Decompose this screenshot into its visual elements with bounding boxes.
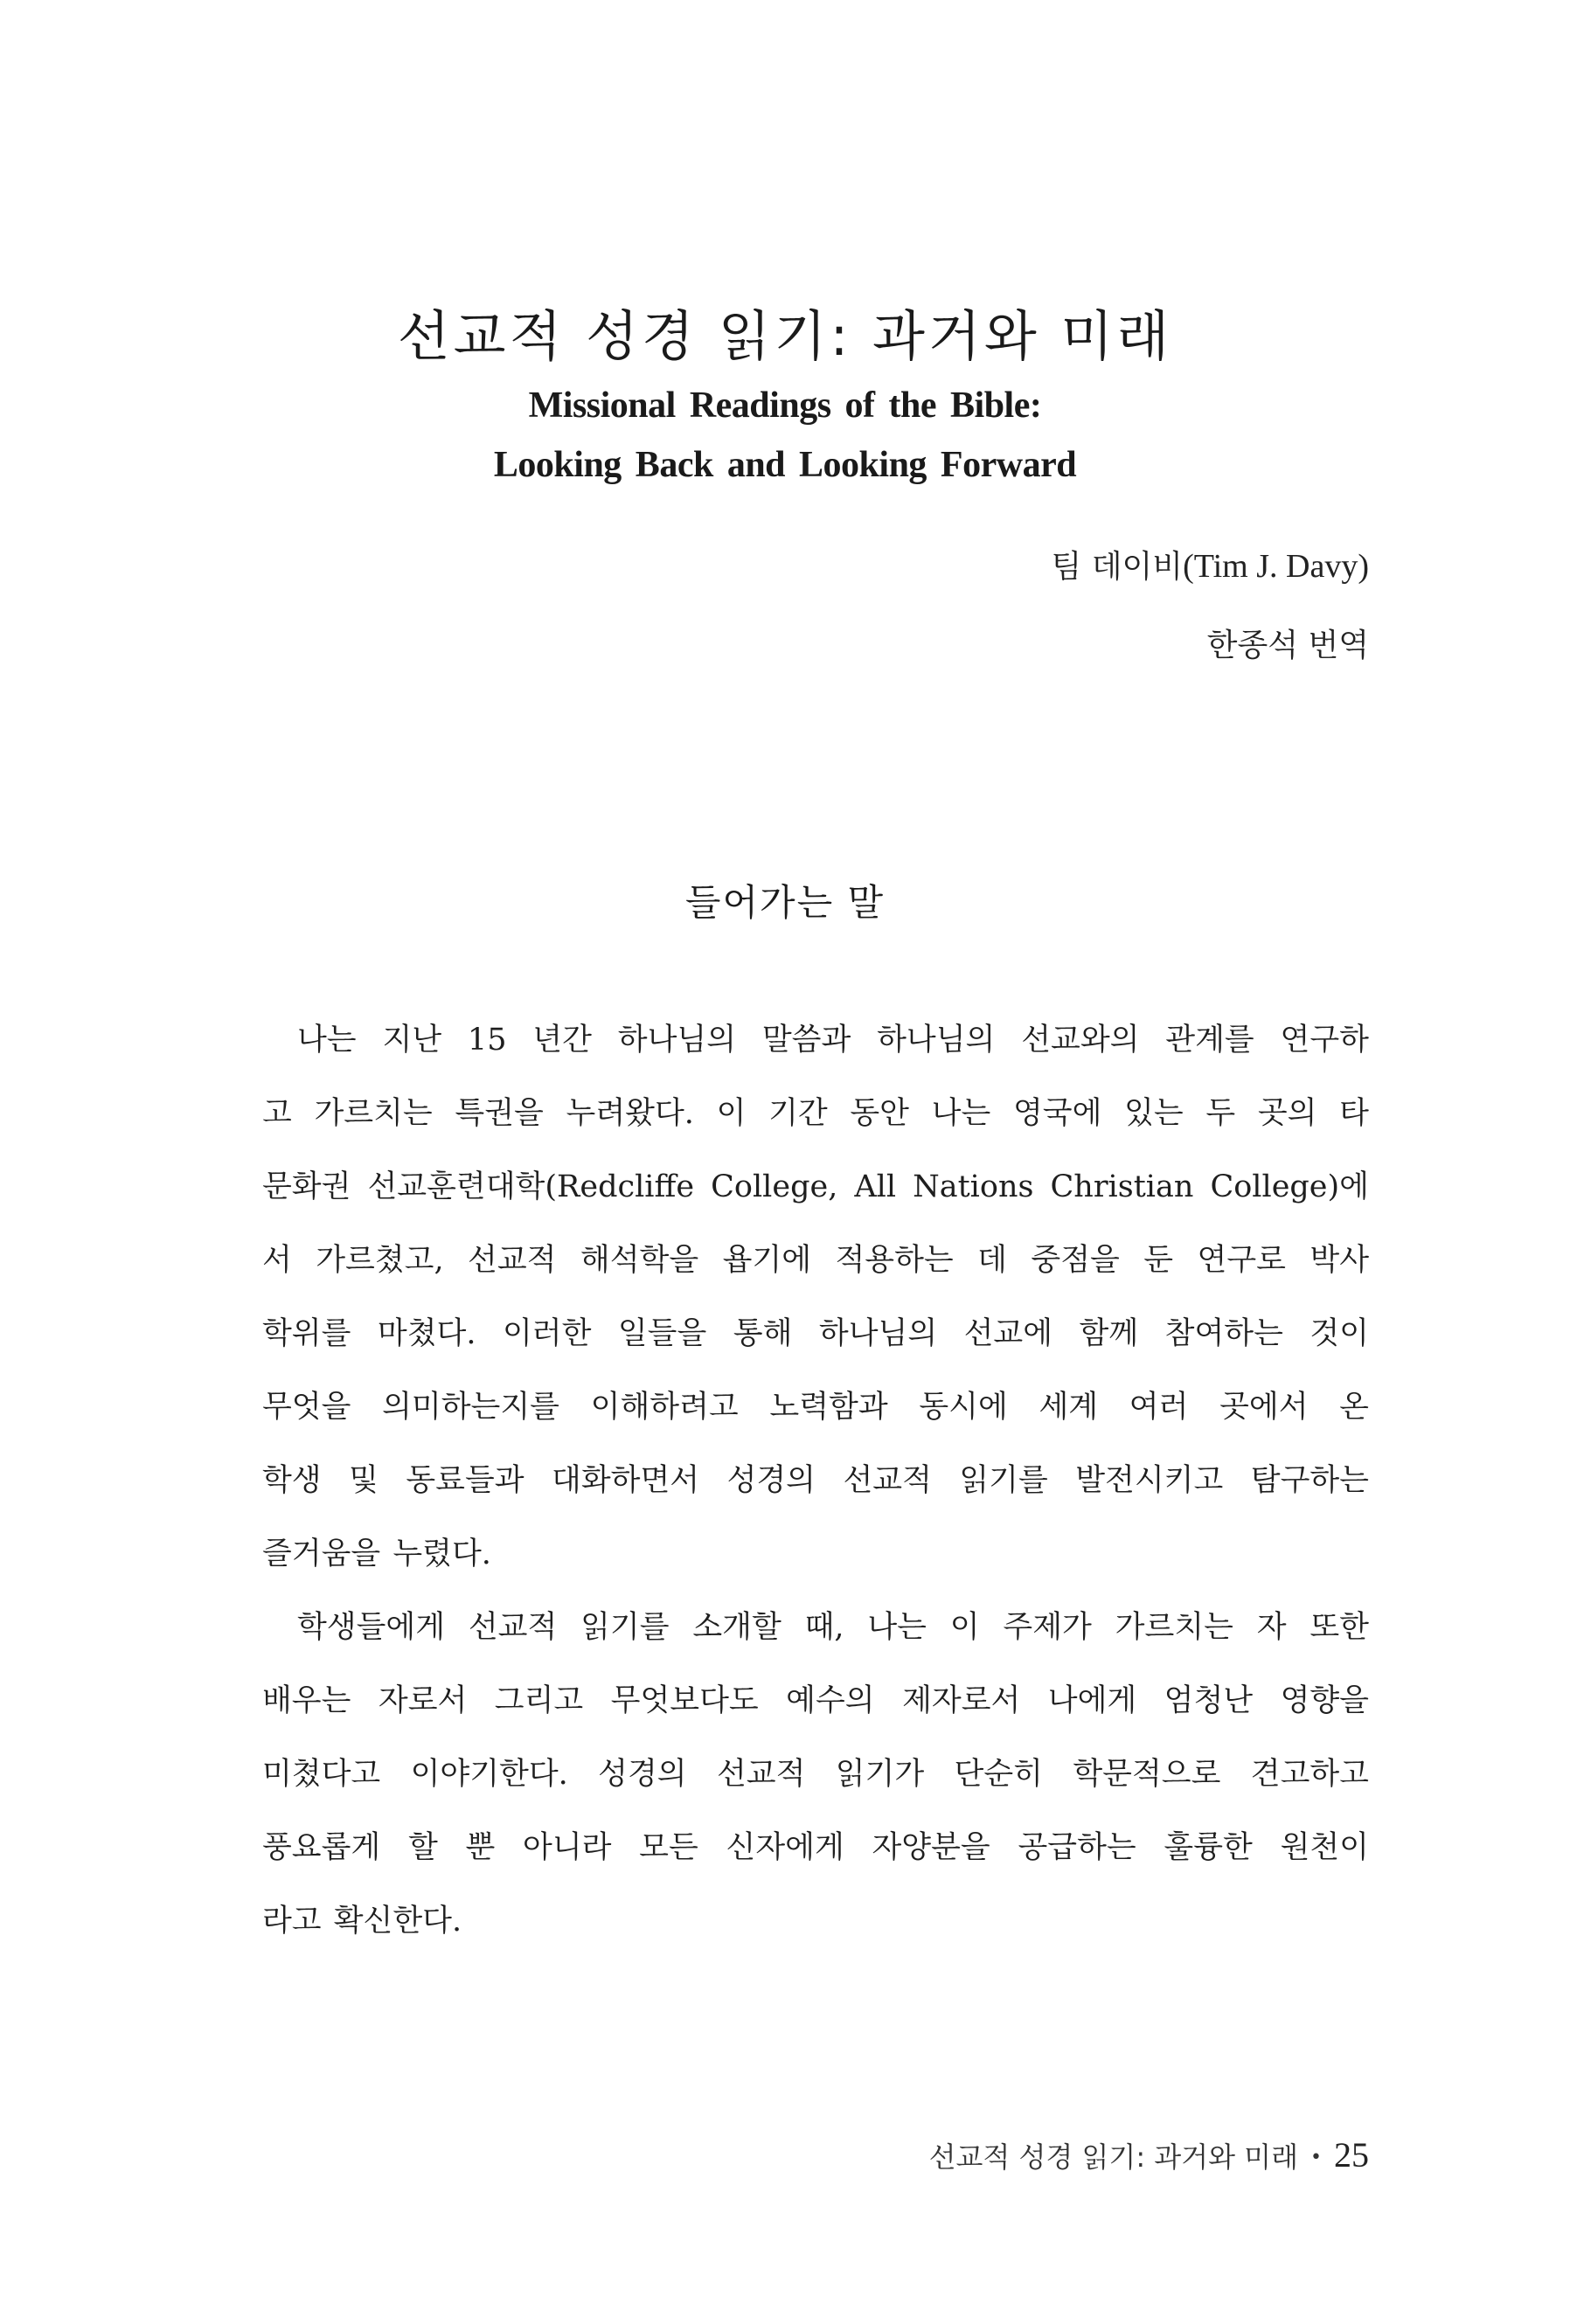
body-paragraph-2 — [262, 1591, 1369, 1958]
text-line: 배우는 자로서 그리고 무엇보다도 예수의 제자로서 나에게 엄청난 영향을 — [262, 1683, 1369, 1718]
text-line: 미쳤다고 이야기한다. 성경의 선교적 읽기가 단순히 학문적으로 견고하고 — [262, 1757, 1369, 1792]
text-line: 학위를 마쳤다. 이러한 일들을 통해 하나님의 선교에 함께 참여하는 것이 — [262, 1316, 1369, 1351]
text-line: 나는 지난 15 년간 하나님의 말씀과 하나님의 선교와의 관계를 연구하 — [297, 1023, 1369, 1058]
page-number: 25 — [1334, 2135, 1369, 2175]
text-line: 풍요롭게 할 뿐 아니라 모든 신자에게 자양분을 공급하는 훌륭한 원천이 — [262, 1830, 1369, 1865]
text-line: 고 가르치는 특권을 누려왔다. 이 기간 동안 나는 영국에 있는 두 곳의 타 — [262, 1096, 1369, 1131]
article-title-english-line-2: Looking Back and Looking Forward — [493, 445, 1077, 485]
text-line: 서 가르쳤고, 선교적 해석학을 욥기에 적용하는 데 중점을 둔 연구로 박사 — [262, 1243, 1369, 1278]
text-line: 무엇을 의미하는지를 이해하려고 노력함과 동시에 세계 여러 곳에서 온 — [262, 1390, 1369, 1425]
section-heading: 들어가는 말 — [684, 881, 886, 924]
translator-credit: 한종석 번역 — [1206, 628, 1369, 663]
page-footer — [929, 2134, 1369, 2175]
author-name-english: (Tim J. Davy) — [1183, 548, 1369, 585]
author-name-korean: 팀 데이비 — [1051, 549, 1184, 585]
text-line: 즐거움을 누렸다. — [262, 1537, 491, 1571]
footer-separator: • — [1310, 2147, 1322, 2168]
text-line: 학생들에게 선교적 읽기를 소개할 때, 나는 이 주제가 가르치는 자 또한 — [297, 1610, 1369, 1645]
article-title-english-line-1: Missional Readings of the Bible: — [528, 385, 1042, 426]
body-paragraph-1 — [262, 1003, 1369, 1591]
author-byline — [1052, 542, 1369, 586]
text-line: 학생 및 동료들과 대화하면서 성경의 선교적 읽기를 발전시키고 탐구하는 — [262, 1463, 1369, 1498]
text-line: 문화권 선교훈련대학(Redcliffe College, All Nations Christian College)에 — [262, 1169, 1369, 1204]
article-title-korean: 선교적 성경 읽기: 과거와 미래 — [397, 304, 1173, 368]
text-line: 라고 확신한다. — [262, 1904, 462, 1939]
running-title: 선교적 성경 읽기: 과거와 미래 — [928, 2140, 1299, 2174]
